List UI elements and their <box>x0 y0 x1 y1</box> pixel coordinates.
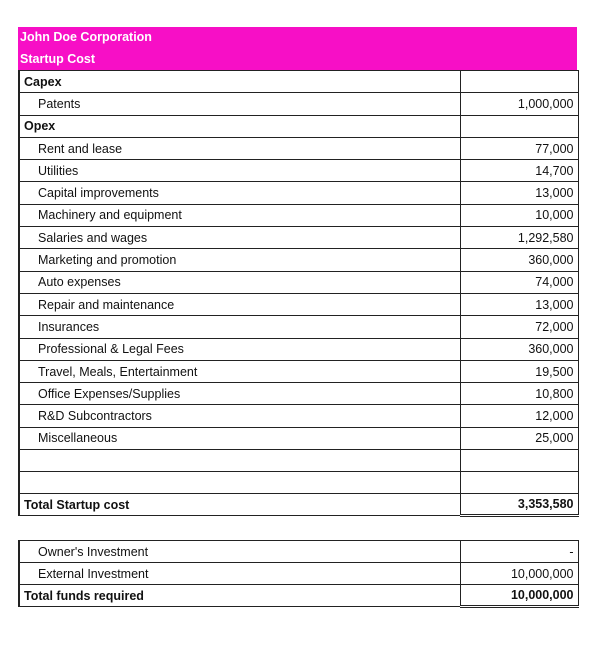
section-row-opex <box>19 115 578 137</box>
funding-table <box>18 540 579 608</box>
table-row <box>19 160 578 182</box>
item-value[interactable]: 72,000 <box>460 316 578 338</box>
table-row <box>19 360 578 382</box>
table-row <box>19 338 578 360</box>
item-value[interactable]: 10,800 <box>460 383 578 405</box>
item-value[interactable]: 74,000 <box>460 271 578 293</box>
section-label[interactable]: Capex <box>19 71 460 93</box>
table-row <box>19 541 578 563</box>
funding-label[interactable]: External Investment <box>19 563 460 585</box>
item-label[interactable]: Machinery and equipment <box>19 204 460 226</box>
empty-row <box>19 472 578 494</box>
item-label[interactable]: Capital improvements <box>19 182 460 204</box>
table-row <box>19 293 578 315</box>
total-startup-row <box>19 494 578 516</box>
funding-label[interactable]: Owner's Investment <box>19 541 460 563</box>
funding-section <box>18 540 579 608</box>
table-row <box>19 563 578 585</box>
item-value[interactable]: 10,000 <box>460 204 578 226</box>
section-value[interactable] <box>460 115 578 137</box>
item-label[interactable]: Patents <box>19 93 460 115</box>
table-row <box>19 383 578 405</box>
item-value[interactable]: 13,000 <box>460 182 578 204</box>
item-value[interactable]: 12,000 <box>460 405 578 427</box>
table-row <box>19 227 578 249</box>
item-value[interactable]: 77,000 <box>460 137 578 159</box>
item-label[interactable]: Rent and lease <box>19 137 460 159</box>
table-row <box>19 137 578 159</box>
item-value[interactable]: 360,000 <box>460 249 578 271</box>
table-row <box>19 271 578 293</box>
table-row <box>19 427 578 449</box>
funding-value[interactable]: 10,000,000 <box>460 563 578 585</box>
total-funds-value[interactable]: 10,000,000 <box>460 585 578 607</box>
table-row <box>19 93 578 115</box>
item-value[interactable]: 14,700 <box>460 160 578 182</box>
table-row <box>19 405 578 427</box>
item-value[interactable]: 13,000 <box>460 293 578 315</box>
item-label[interactable]: Auto expenses <box>19 271 460 293</box>
startup-cost-sheet <box>18 27 578 517</box>
item-value[interactable]: 1,292,580 <box>460 227 578 249</box>
item-value[interactable]: 360,000 <box>460 338 578 360</box>
header-band <box>18 27 577 70</box>
startup-cost-table <box>18 70 579 517</box>
item-label[interactable]: Miscellaneous <box>19 427 460 449</box>
empty-cell[interactable] <box>460 472 578 494</box>
table-row <box>19 204 578 226</box>
item-value[interactable]: 1,000,000 <box>460 93 578 115</box>
funding-value[interactable]: - <box>460 541 578 563</box>
table-row <box>19 316 578 338</box>
empty-row <box>19 450 578 472</box>
empty-cell[interactable] <box>460 450 578 472</box>
table-row <box>19 182 578 204</box>
item-label[interactable]: Repair and maintenance <box>19 293 460 315</box>
item-value[interactable]: 19,500 <box>460 360 578 382</box>
item-label[interactable]: Marketing and promotion <box>19 249 460 271</box>
section-row-capex <box>19 71 578 93</box>
empty-cell[interactable] <box>19 472 460 494</box>
item-label[interactable]: Utilities <box>19 160 460 182</box>
item-label[interactable]: Salaries and wages <box>19 227 460 249</box>
item-label[interactable]: Insurances <box>19 316 460 338</box>
empty-cell[interactable] <box>19 450 460 472</box>
table-row <box>19 249 578 271</box>
total-funds-row <box>19 585 578 607</box>
item-label[interactable]: Travel, Meals, Entertainment <box>19 360 460 382</box>
total-funds-label[interactable]: Total funds required <box>19 585 460 607</box>
section-value[interactable] <box>460 71 578 93</box>
total-startup-value[interactable]: 3,353,580 <box>460 494 578 516</box>
item-label[interactable]: R&D Subcontractors <box>19 405 460 427</box>
sheet-title: Startup Cost <box>20 51 95 66</box>
item-value[interactable]: 25,000 <box>460 427 578 449</box>
company-name: John Doe Corporation <box>20 30 152 44</box>
section-label[interactable]: Opex <box>19 115 460 137</box>
item-label[interactable]: Professional & Legal Fees <box>19 338 460 360</box>
item-label[interactable]: Office Expenses/Supplies <box>19 383 460 405</box>
total-startup-label[interactable]: Total Startup cost <box>19 494 460 516</box>
